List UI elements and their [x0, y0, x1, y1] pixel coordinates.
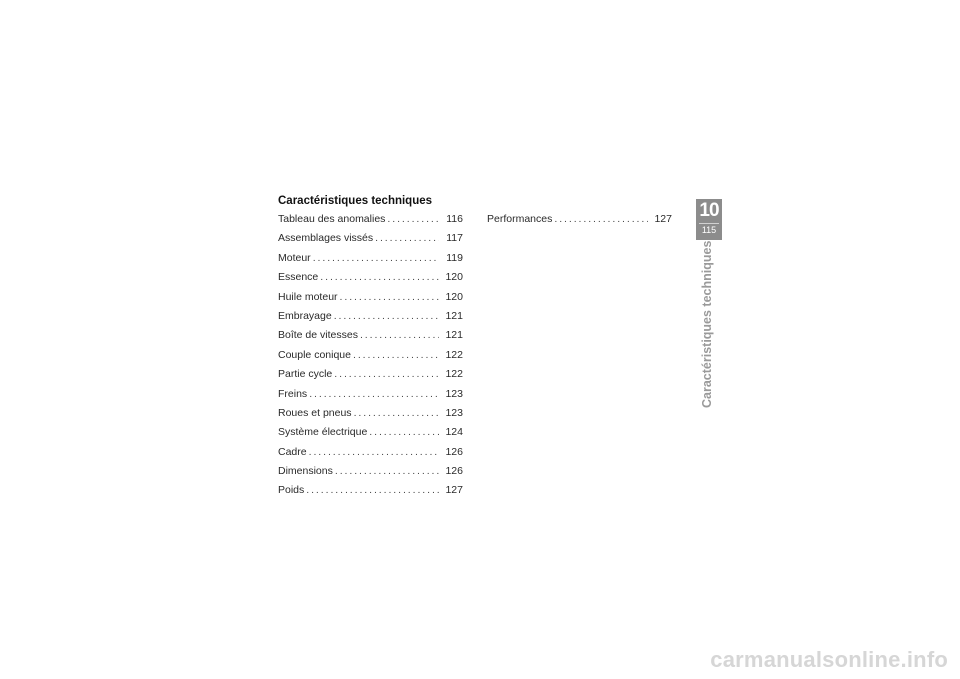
toc-entry-label: Moteur — [278, 251, 311, 264]
toc-entry[interactable] — [278, 368, 463, 387]
toc-entry[interactable] — [278, 291, 463, 310]
toc-leader-dots — [369, 426, 439, 438]
toc-leader-dots — [353, 349, 439, 361]
toc-leader-dots — [340, 291, 439, 303]
toc-entry[interactable] — [278, 329, 463, 348]
toc-leader-dots — [306, 484, 439, 496]
toc-entry[interactable] — [278, 446, 463, 465]
toc-entry-label: Essence — [278, 271, 319, 284]
toc-leader-dots — [320, 271, 439, 283]
toc-entry-label: Poids — [278, 484, 305, 497]
toc-leader-dots — [335, 465, 439, 477]
toc-entry-label: Couple conique — [278, 348, 351, 361]
toc-entry-label: Partie cycle — [278, 368, 333, 381]
toc-entry-page: 122 — [445, 348, 463, 361]
toc-entry-page: 117 — [446, 232, 463, 245]
toc-entry-page: 120 — [445, 290, 463, 303]
toc-entry[interactable] — [278, 310, 463, 329]
toc-entry[interactable] — [278, 252, 463, 271]
toc-entry-label: Roues et pneus — [278, 406, 352, 419]
toc-entry-page: 123 — [445, 406, 463, 419]
page-number: 115 — [701, 225, 717, 235]
toc-entry-page: 120 — [445, 271, 463, 284]
side-chapter-title: Caractéristiques techniques — [700, 240, 714, 408]
toc-entry-label: Embrayage — [278, 309, 332, 322]
toc-entry-page: 116 — [446, 213, 463, 225]
toc-entry-page: 123 — [445, 387, 463, 400]
toc-leader-dots — [354, 407, 439, 419]
toc-leader-dots — [375, 232, 439, 244]
toc-entry-label: Dimensions — [278, 465, 333, 478]
toc-leader-dots — [309, 446, 439, 458]
toc-leader-dots — [313, 252, 439, 264]
toc-left-column — [278, 213, 463, 504]
toc-entry[interactable] — [278, 388, 463, 407]
watermark: carmanualsonline.info — [710, 647, 948, 672]
toc-entry-page: 119 — [446, 251, 463, 264]
chapter-tab — [696, 199, 722, 240]
toc-entry-page: 122 — [445, 368, 463, 381]
toc-entry[interactable] — [278, 232, 463, 251]
toc-entry[interactable] — [278, 484, 463, 503]
toc-right-column — [487, 213, 672, 232]
toc-entry[interactable] — [278, 407, 463, 426]
toc-entry-page: 121 — [445, 309, 463, 322]
toc-entry-label: Boîte de vitesses — [278, 329, 358, 342]
toc-entry-page: 126 — [445, 445, 463, 458]
toc-entry[interactable] — [278, 213, 463, 232]
toc-leader-dots — [334, 368, 439, 380]
toc-entry-label: Système électrique — [278, 426, 368, 439]
toc-entry-label: Assemblages vissés — [278, 232, 374, 245]
toc-leader-dots — [309, 388, 439, 400]
toc-entry[interactable] — [278, 426, 463, 445]
toc-leader-dots — [554, 213, 648, 225]
chapter-tab-divider — [699, 223, 719, 224]
toc-entry[interactable] — [278, 271, 463, 290]
toc-entry-page: 127 — [445, 484, 463, 497]
toc-entry-page: 126 — [445, 465, 463, 478]
toc-entry-label: Huile moteur — [278, 290, 338, 303]
toc-entry-label: Tableau des anomalies — [278, 213, 386, 225]
toc-leader-dots — [360, 329, 439, 341]
toc-entry-page: 124 — [445, 426, 463, 439]
chapter-number: 10 — [699, 200, 719, 221]
section-heading: Caractéristiques techniques — [278, 195, 433, 207]
toc-entry-label: Performances — [487, 213, 553, 225]
toc-entry[interactable] — [487, 213, 672, 232]
toc-entry-page: 121 — [445, 329, 463, 342]
toc-entry[interactable] — [278, 349, 463, 368]
toc-entry-page: 127 — [654, 213, 672, 225]
toc-entry-label: Freins — [278, 387, 308, 400]
toc-entry[interactable] — [278, 465, 463, 484]
toc-leader-dots — [387, 213, 439, 225]
toc-leader-dots — [334, 310, 439, 322]
toc-entry-label: Cadre — [278, 445, 307, 458]
